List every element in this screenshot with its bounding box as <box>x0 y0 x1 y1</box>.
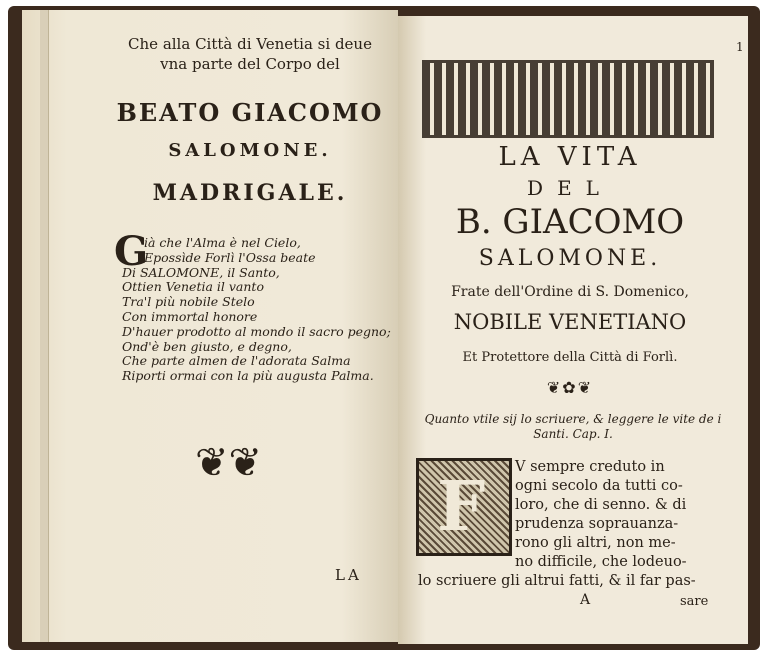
text-line: ogni secolo da tutti co- <box>515 478 683 494</box>
madrigal-title: MADRIGALE. <box>152 180 348 206</box>
floral-ornament-icon: ❦❦ <box>195 440 263 486</box>
text-line: prudenza soprauanza- <box>515 516 679 532</box>
text-line: rono gli altri, non me- <box>515 535 676 551</box>
decorated-initial <box>416 458 512 556</box>
title-line: DEL <box>527 176 613 200</box>
poem-line: D'hauer prodotto al mondo il sacro pegno; <box>122 323 391 339</box>
catchword-right: sare <box>680 594 709 609</box>
poem-line: Ottien Venetia il vanto <box>122 279 264 295</box>
heading-line: vna parte del Corpo del <box>160 55 340 73</box>
text-line: V sempre creduto in <box>515 459 665 475</box>
initial-letter: F <box>437 467 486 547</box>
body-text <box>515 458 725 572</box>
poem-line: ià che l'Alma è nel Cielo, <box>144 235 301 250</box>
left-heading <box>100 34 400 74</box>
decorative-headpiece <box>422 60 714 138</box>
title-surname: SALOMONE. <box>168 140 332 161</box>
poem <box>114 228 412 384</box>
subtitle: Et Protettore della Città di Forlì. <box>462 350 678 365</box>
text-line: loro, che di senno. & di <box>515 497 687 513</box>
catchword-left: LA <box>335 566 362 584</box>
chapter-heading: Quanto vtile sij lo scriuere, & leggere le vite de i Santi. Cap. I. <box>424 412 722 441</box>
title-line: SALOMONE. <box>478 246 662 271</box>
title-line: B. GIACOMO <box>455 202 685 242</box>
poem-line: Epossìde Forlì l'Ossa beate <box>144 249 316 265</box>
page-edges <box>40 10 49 642</box>
poem-line: Che parte almen de l'adorata Salma <box>122 353 351 369</box>
poem-line: Riporti ormai con la più augusta Palma. <box>122 368 374 384</box>
text-line: no difficile, che lodeuo- <box>515 554 687 570</box>
ornament-icon: ❦✿❦ <box>546 378 594 397</box>
poem-line: Tra'l più nobile Stelo <box>122 294 255 310</box>
title-name: BEATO GIACOMO <box>116 98 384 127</box>
subtitle: NOBILE VENETIANO <box>453 310 687 334</box>
text-line: lo scriuere gli altrui fatti, & il far pas- <box>418 573 696 589</box>
title-line: LA VITA <box>498 142 642 172</box>
poem-line: Con immortal honore <box>122 308 258 324</box>
heading-line: Che alla Città di Venetia si deue <box>128 35 372 53</box>
poem-line: Di SALOMONE, il Santo, <box>122 264 280 280</box>
page-number: 1 <box>736 40 744 54</box>
subtitle: Frate dell'Ordine di S. Domenico, <box>451 284 689 300</box>
poem-line: Ond'è ben giusto, e degno, <box>122 338 292 354</box>
drop-cap: G <box>114 228 149 275</box>
signature-mark: A <box>580 592 591 608</box>
